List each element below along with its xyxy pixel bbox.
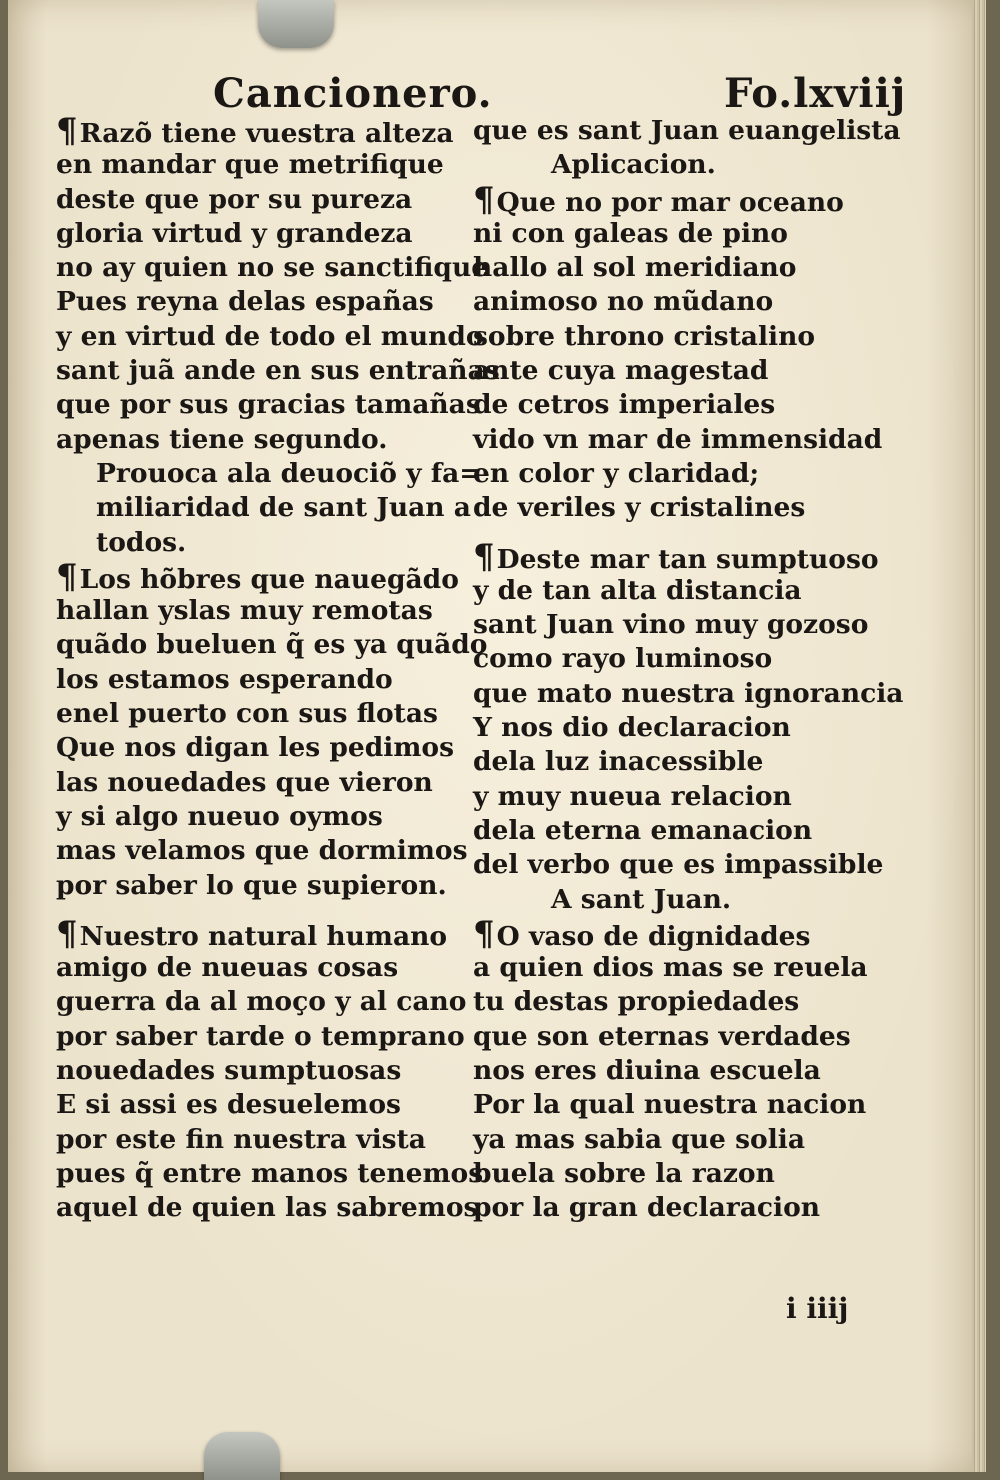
verse-line (473, 491, 903, 525)
verse-line (473, 848, 903, 882)
verse-text: por la gran declaracion (473, 1192, 821, 1224)
verse-text: y si algo nueuo oymos (56, 800, 383, 832)
binder-clip-bottom (204, 1432, 280, 1480)
right-column (473, 114, 903, 1226)
verse-text: de veriles y cristalines (473, 492, 806, 524)
verse-line (56, 766, 486, 800)
verse-line (56, 1123, 486, 1157)
verse-text: todos. (96, 526, 187, 558)
verse-text: hallo al sol meridiano (473, 252, 797, 284)
verse-text: dela eterna emanacion (473, 814, 813, 846)
verse-line (56, 183, 486, 217)
verse-text: enel puerto con sus flotas (56, 698, 438, 730)
verse-text: dela luz inacessible (473, 746, 764, 778)
signature-mark: i iiij (786, 1292, 849, 1325)
verse-line (56, 526, 486, 560)
verse-line (56, 951, 486, 985)
verse-line (56, 148, 486, 182)
verse-line (56, 1088, 486, 1122)
left-column (56, 111, 500, 1226)
verse-line (473, 814, 903, 848)
verse-line (56, 111, 486, 151)
verse-text: quãdo bueluen q̃ es ya quãdo (56, 629, 488, 661)
pilcrow-mark: ¶ (473, 179, 495, 220)
pilcrow-mark: ¶ (473, 536, 495, 577)
verse-line (473, 285, 903, 319)
verse-text: vido vn mar de immensidad (473, 423, 883, 455)
verse-line (56, 800, 486, 834)
verse-line (473, 745, 903, 779)
verse-line (473, 608, 903, 642)
verse-line (56, 285, 486, 319)
verse-line (56, 251, 489, 285)
verse-text: los estamos esperando (56, 663, 393, 695)
verse-line (56, 320, 486, 354)
verse-line (473, 1123, 903, 1157)
verse-line (473, 457, 903, 491)
verse-text: nos eres diuina escuela (473, 1055, 821, 1087)
verse-line (473, 1157, 903, 1191)
verse-text: Por la qual nuestra nacion (473, 1089, 867, 1121)
verse-text: nouedades sumptuosas (56, 1055, 402, 1087)
verse-line (56, 491, 486, 525)
verse-line (473, 179, 903, 220)
pilcrow-mark: ¶ (56, 111, 78, 151)
verse-text: que mato nuestra ignorancia (473, 677, 904, 709)
verse-text: a quien dios mas se reuela (473, 952, 868, 984)
verse-text: que por sus gracias tamañas (56, 389, 481, 421)
pilcrow-mark: ¶ (56, 556, 78, 597)
verse-line (473, 1020, 903, 1054)
verse-text: y muy nueua relacion (473, 780, 792, 812)
verse-line (473, 1088, 903, 1122)
verse-text: ante cuya magestad (473, 355, 769, 387)
verse-text: como rayo luminoso (473, 643, 773, 675)
verse-text: y en virtud de todo el mundo (56, 320, 484, 352)
verse-text: Nuestro natural humano (79, 920, 448, 952)
verse-text: que es sant Juan euangelista (473, 115, 901, 146)
verse-text: deste que por su pureza (56, 183, 413, 215)
verse-line (56, 388, 486, 422)
verse-line (56, 556, 486, 597)
verse-line (473, 780, 903, 814)
verse-text: aquel de quien las sabremos (56, 1192, 479, 1224)
verse-text: por saber tarde o temprano (56, 1020, 465, 1052)
verse-text: animoso no mũdano (473, 286, 774, 318)
verse-line (56, 1020, 486, 1054)
verse-text: Aplicacion. (551, 149, 716, 181)
verse-text: Razõ tiene vuestra alteza (79, 118, 454, 149)
verse-line (473, 1054, 903, 1088)
verse-text: Deste mar tan sumptuoso (496, 543, 879, 575)
verse-text: sobre throno cristalino (473, 320, 816, 352)
verse-text: tu destas propiedades (473, 986, 800, 1018)
book-page (8, 0, 986, 1472)
verse-text: Que nos digan les pedimos (56, 732, 455, 764)
verse-line (56, 869, 486, 903)
verse-text: A sant Juan. (551, 883, 732, 915)
verse-line (473, 388, 903, 422)
verse-line (473, 1191, 903, 1225)
verse-line (473, 985, 903, 1019)
verse-line (473, 217, 903, 251)
verse-text: ni con galeas de pino (473, 217, 788, 249)
verse-line (473, 423, 903, 457)
verse-line (56, 985, 486, 1019)
verse-line (473, 251, 903, 285)
verse-text: gloria virtud y grandeza (56, 217, 413, 249)
verse-line (56, 1054, 486, 1088)
verse-text: hallan yslas muy remotas (56, 595, 433, 627)
verse-line (56, 1157, 486, 1191)
verse-line (473, 148, 903, 182)
verse-text: en mandar que metrifique (56, 149, 444, 181)
verse-line (56, 354, 500, 388)
verse-line (473, 711, 903, 745)
verse-text: no ay quien no se sanctifique (56, 252, 489, 284)
verse-line (56, 217, 486, 251)
verse-line (473, 574, 903, 608)
verse-line (473, 642, 903, 676)
verse-text: por saber lo que supieron. (56, 869, 447, 901)
verse-text: Que no por mar oceano (496, 186, 844, 218)
verse-text: apenas tiene segundo. (56, 423, 388, 455)
verse-text: en color y claridad; (473, 457, 760, 489)
verse-line (473, 913, 903, 954)
verse-text: buela sobre la razon (473, 1157, 775, 1189)
pilcrow-mark: ¶ (56, 913, 78, 954)
verse-line (56, 663, 486, 697)
verse-text: las nouedades que vieron (56, 766, 433, 798)
verse-text: por este fin nuestra vista (56, 1123, 426, 1155)
verse-text: Los hõbres que nauegãdo (79, 563, 459, 595)
folio-number: Fo.lxviij (724, 70, 907, 117)
verse-line (473, 114, 903, 148)
verse-text: de cetros imperiales (473, 389, 776, 421)
verse-text: del verbo que es impassible (473, 849, 884, 881)
verse-line (56, 457, 486, 491)
verse-line (473, 536, 903, 577)
verse-text: pues q̃ entre manos tenemos (56, 1157, 484, 1189)
binder-clip-top (258, 0, 334, 48)
verse-text: Y nos dio declaracion (473, 712, 791, 744)
verse-text: que son eternas verdades (473, 1020, 851, 1052)
page-edge (972, 0, 986, 1472)
verse-text: y de tan alta distancia (473, 574, 802, 606)
verse-line (56, 697, 486, 731)
verse-line (473, 951, 903, 985)
verse-text: O vaso de dignidades (496, 920, 811, 952)
verse-text: sant Juan vino muy gozoso (473, 609, 869, 641)
verse-text: Pues reyna delas españas (56, 286, 434, 318)
verse-line (56, 423, 486, 457)
verse-text: sant juã ande en sus entrañas (56, 355, 500, 387)
verse-text: E si assi es desuelemos (56, 1089, 401, 1121)
running-title: Cancionero. (213, 70, 493, 117)
verse-line (56, 628, 486, 662)
verse-line (56, 834, 486, 868)
verse-line (56, 594, 486, 628)
verse-text: miliaridad de sant Juan a (96, 492, 471, 524)
verse-text: mas velamos que dormimos (56, 835, 468, 867)
verse-line (56, 1191, 486, 1225)
verse-line (56, 731, 486, 765)
verse-line (56, 913, 486, 954)
verse-line (473, 677, 903, 711)
verse-text: guerra da al moço y al cano (56, 986, 467, 1018)
verse-line (473, 354, 903, 388)
verse-text: amigo de nueuas cosas (56, 952, 399, 984)
verse-line (473, 320, 903, 354)
pilcrow-mark: ¶ (473, 913, 495, 954)
verse-line (473, 883, 903, 917)
verse-text: ya mas sabia que solia (473, 1123, 806, 1155)
verse-text: Prouoca ala deuociõ y fa= (96, 457, 482, 489)
